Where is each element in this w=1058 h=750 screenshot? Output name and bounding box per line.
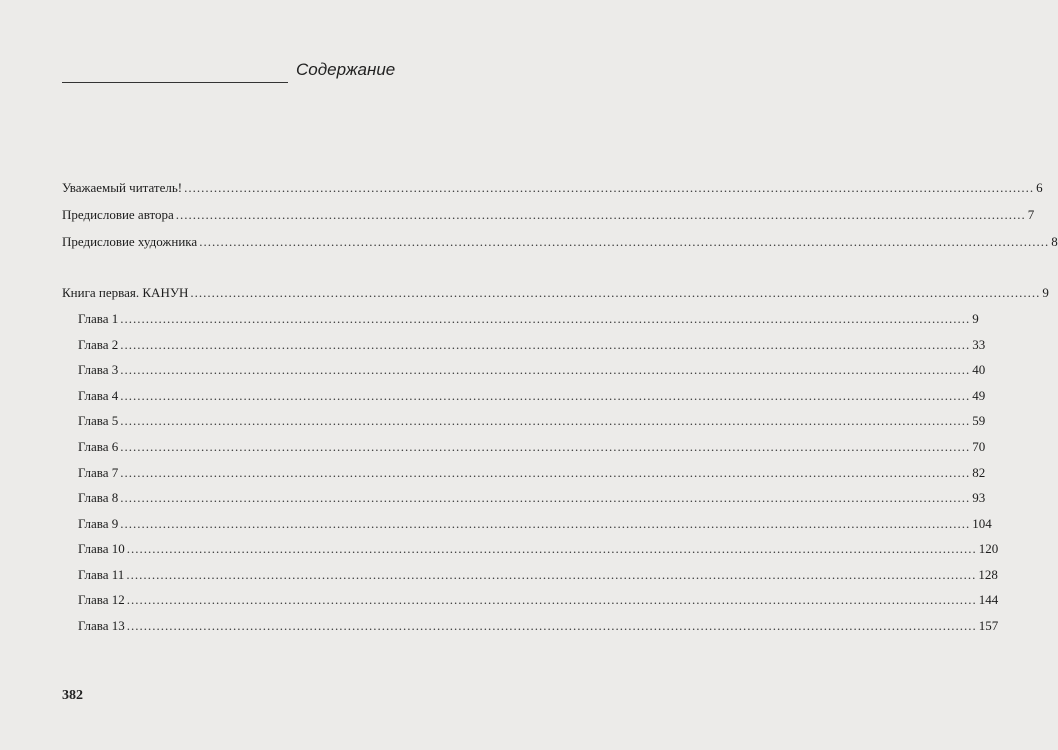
toc-entry-title: Предисловие автора: [62, 207, 174, 222]
toc-entry-page: 8: [1051, 234, 1058, 249]
toc-entry-page: 128: [978, 567, 998, 582]
toc-entry-page: 104: [972, 516, 992, 531]
toc-entry: [62, 207, 1035, 223]
dot-leader: ........................................................................................................................................................................................................: [126, 567, 977, 582]
toc-entry-title: Книга первая. КАНУН: [62, 285, 189, 300]
toc-entry-page: 93: [972, 490, 986, 505]
toc-entry-page: 82: [972, 465, 986, 480]
dot-leader: ........................................................................................................................................................................................................: [199, 234, 1050, 249]
page-number: 382: [62, 688, 83, 703]
toc-entry: [78, 490, 986, 506]
toc-entry: [78, 362, 986, 378]
toc-entry-page: 59: [972, 413, 986, 428]
dot-leader: ........................................................................................................................................................................................................: [190, 285, 1041, 300]
toc-entry: [78, 465, 986, 481]
dot-leader: ........................................................................................................................................................................................................: [120, 465, 971, 480]
dot-leader: ........................................................................................................................................................................................................: [184, 180, 1035, 195]
toc-entry: [78, 388, 986, 404]
toc-entry: [78, 413, 986, 429]
dot-leader: ........................................................................................................................................................................................................: [126, 618, 977, 633]
toc-entry-title: Глава 13: [78, 618, 125, 633]
toc-entry-title: Глава 1: [78, 311, 119, 326]
dot-leader: ........................................................................................................................................................................................................: [120, 337, 971, 352]
toc-entry-page: 157: [978, 618, 999, 633]
toc-entry-title: Глава 7: [78, 465, 119, 480]
toc-entry-title: Предисловие художника: [62, 234, 198, 249]
toc-entry-title: Глава 3: [78, 362, 119, 377]
toc-entry-page: 9: [1042, 285, 1049, 300]
toc-entry-page: 40: [972, 362, 986, 377]
toc-entry-page: 7: [1027, 207, 1035, 222]
dot-leader: ........................................................................................................................................................................................................: [175, 207, 1026, 222]
toc-entry-title: Глава 10: [78, 541, 125, 556]
dot-leader: ........................................................................................................................................................................................................: [126, 592, 977, 607]
toc-entry: [78, 337, 986, 353]
toc-entry: [62, 180, 1043, 196]
page-title: Содержание: [296, 60, 396, 79]
toc-entry-title: Глава 6: [78, 439, 119, 454]
toc-entry-title: Глава 4: [78, 388, 119, 403]
toc-entry-title: Глава 9: [78, 516, 119, 531]
toc-entry-title: Глава 12: [78, 592, 125, 607]
toc-entry-title: Глава 8: [78, 490, 119, 505]
toc-entry-page: 144: [978, 592, 999, 607]
toc-entry: [78, 618, 999, 634]
dot-leader: ........................................................................................................................................................................................................: [120, 490, 971, 505]
toc-entry: [78, 516, 992, 532]
dot-leader: ........................................................................................................................................................................................................: [120, 413, 971, 428]
toc-entry-page: 49: [972, 388, 986, 403]
toc-entry-title: Глава 11: [78, 567, 125, 582]
toc-entry-title: Глава 5: [78, 413, 119, 428]
toc-entry: [62, 285, 1049, 301]
dot-leader: ........................................................................................................................................................................................................: [126, 541, 977, 556]
toc-entry-page: 6: [1036, 180, 1043, 195]
toc-entry-page: 33: [972, 337, 986, 352]
toc-entry-title: Глава 2: [78, 337, 119, 352]
toc-entry: [78, 439, 986, 455]
toc-entry-title: Уважаемый читатель!: [62, 180, 183, 195]
dot-leader: ........................................................................................................................................................................................................: [120, 439, 971, 454]
dot-leader: ........................................................................................................................................................................................................: [120, 362, 971, 377]
toc-entry-page: 120: [978, 541, 999, 556]
toc-entry: [62, 234, 1058, 250]
toc-entry: [78, 311, 979, 327]
toc-entry-page: 70: [972, 439, 986, 454]
dot-leader: ........................................................................................................................................................................................................: [120, 516, 971, 531]
toc-entry: [78, 592, 999, 608]
dot-leader: ........................................................................................................................................................................................................: [120, 311, 971, 326]
toc-entry: [78, 541, 999, 557]
dot-leader: ........................................................................................................................................................................................................: [120, 388, 971, 403]
toc-entry-page: 9: [972, 311, 979, 326]
toc-entry: [78, 567, 998, 583]
